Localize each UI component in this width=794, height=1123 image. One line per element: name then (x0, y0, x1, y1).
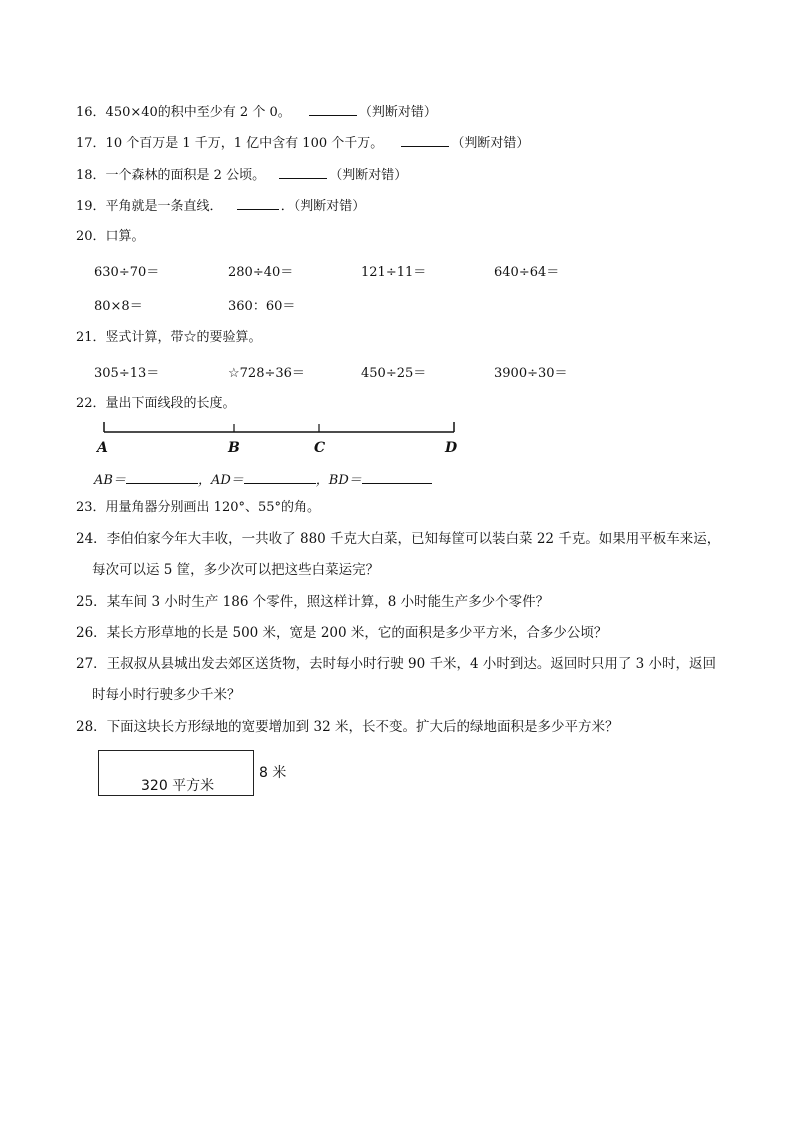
question-number: 18． (76, 168, 106, 183)
point-label-c: C (314, 440, 326, 456)
answer-blank[interactable] (401, 134, 449, 147)
point-label-b: B (228, 440, 240, 456)
question-20 (76, 229, 145, 245)
rectangle-diagram (98, 750, 254, 796)
question-number: 25． (76, 594, 107, 610)
question-number: 27． (76, 656, 107, 672)
point-label-d: D (445, 440, 458, 456)
calc-item: 450÷25＝ (361, 366, 427, 381)
question-number: 26． (76, 625, 107, 641)
question-22 (76, 396, 236, 412)
question-text: 450×40的积中至少有 2 个 0。 (105, 105, 291, 120)
question-17 (76, 134, 529, 152)
question-18 (76, 166, 407, 184)
question-text: 口算。 (105, 229, 145, 244)
question-27-cont: 时每小时行驶多少千米？ (92, 687, 241, 703)
calc-item: ☆728÷36＝ (228, 366, 305, 381)
segment-diagram (96, 416, 466, 440)
answer-blank[interactable] (237, 197, 279, 210)
question-text: 下面这块长方形绿地的宽要增加到 32 米，长不变。扩大后的绿地面积是多少平方米？ (106, 719, 619, 735)
answer-blank[interactable] (279, 166, 327, 179)
question-text: 某长方形草地的长是 500 米，宽是 200 米，它的面积是多少平方米，合多少公顷？ (106, 625, 608, 641)
question-text: 李伯伯家今年大丰收，一共收了 880 千克大白菜，已知每筐可以装白菜 22 千克。如果用平板车来运， (106, 531, 721, 547)
calc-item: 640÷64＝ (494, 265, 560, 280)
question-number: 23． (76, 500, 106, 515)
area-label: 320 平方米 (141, 778, 215, 794)
question-24-cont: 每次可以运 5 筐，多少次可以把这些白菜运完？ (92, 562, 380, 578)
width-label: 8 米 (259, 765, 287, 781)
point-label-a: A (97, 440, 108, 456)
answer-label-ab: AB＝ (94, 473, 126, 488)
question-number: 22． (76, 396, 106, 411)
question-text: 某车间 3 小时生产 186 个零件，照这样计算，8 小时能生产多少个零件？ (106, 594, 550, 610)
question-text: 量出下面线段的长度。 (105, 396, 236, 411)
judge-hint: （判断对错） (329, 168, 408, 183)
question-number: 28． (76, 719, 107, 735)
question-16 (76, 103, 437, 121)
judge-hint: （判断对错） (358, 105, 437, 120)
question-text: 10 个百万是 1 千万，1 亿中含有 100 个千万。 (105, 136, 384, 151)
question-24 (76, 531, 720, 547)
calc-item: 280÷40＝ (228, 265, 294, 280)
calc-item: 80×8＝ (94, 299, 143, 314)
question-number: 24． (76, 531, 107, 547)
calc-item: 360：60＝ (228, 299, 296, 314)
question-23 (76, 500, 320, 516)
calc-item: 630÷70＝ (94, 265, 160, 280)
answer-blank-bd[interactable] (362, 471, 432, 484)
question-19 (76, 197, 365, 215)
question-text: 一个森林的面积是 2 公顷。 (105, 168, 266, 183)
question-21 (76, 330, 262, 346)
question-text: 竖式计算，带☆的要验算。 (105, 330, 262, 345)
question-text: 王叔叔从县城出发去郊区送货物，去时每小时行驶 90 千米，4 小时到达。返回时只用了 3 小时，返回 (106, 656, 716, 672)
question-25 (76, 594, 549, 610)
question-number: 17． (76, 136, 106, 151)
question-number: 16． (76, 105, 106, 120)
answer-label-ad: ，AD＝ (197, 473, 244, 488)
measure-answers (94, 469, 432, 488)
answer-blank[interactable] (309, 103, 357, 116)
question-27 (76, 656, 716, 672)
question-number: 21． (76, 330, 106, 345)
judge-hint: ．（判断对错） (280, 199, 366, 214)
calc-item: 305÷13＝ (94, 366, 160, 381)
judge-hint: （判断对错） (451, 136, 530, 151)
answer-blank-ad[interactable] (244, 471, 316, 484)
calc-item: 3900÷30＝ (494, 366, 568, 381)
question-28 (76, 719, 618, 735)
calc-item: 121÷11＝ (361, 265, 427, 280)
question-text: 用量角器分别画出 120°、55°的角。 (105, 500, 321, 515)
question-number: 20． (76, 229, 106, 244)
answer-blank-ab[interactable] (126, 471, 198, 484)
answer-label-bd: ，BD＝ (315, 473, 362, 488)
question-number: 19． (76, 199, 106, 214)
question-text: 平角就是一条直线． (105, 199, 223, 214)
question-26 (76, 625, 607, 641)
